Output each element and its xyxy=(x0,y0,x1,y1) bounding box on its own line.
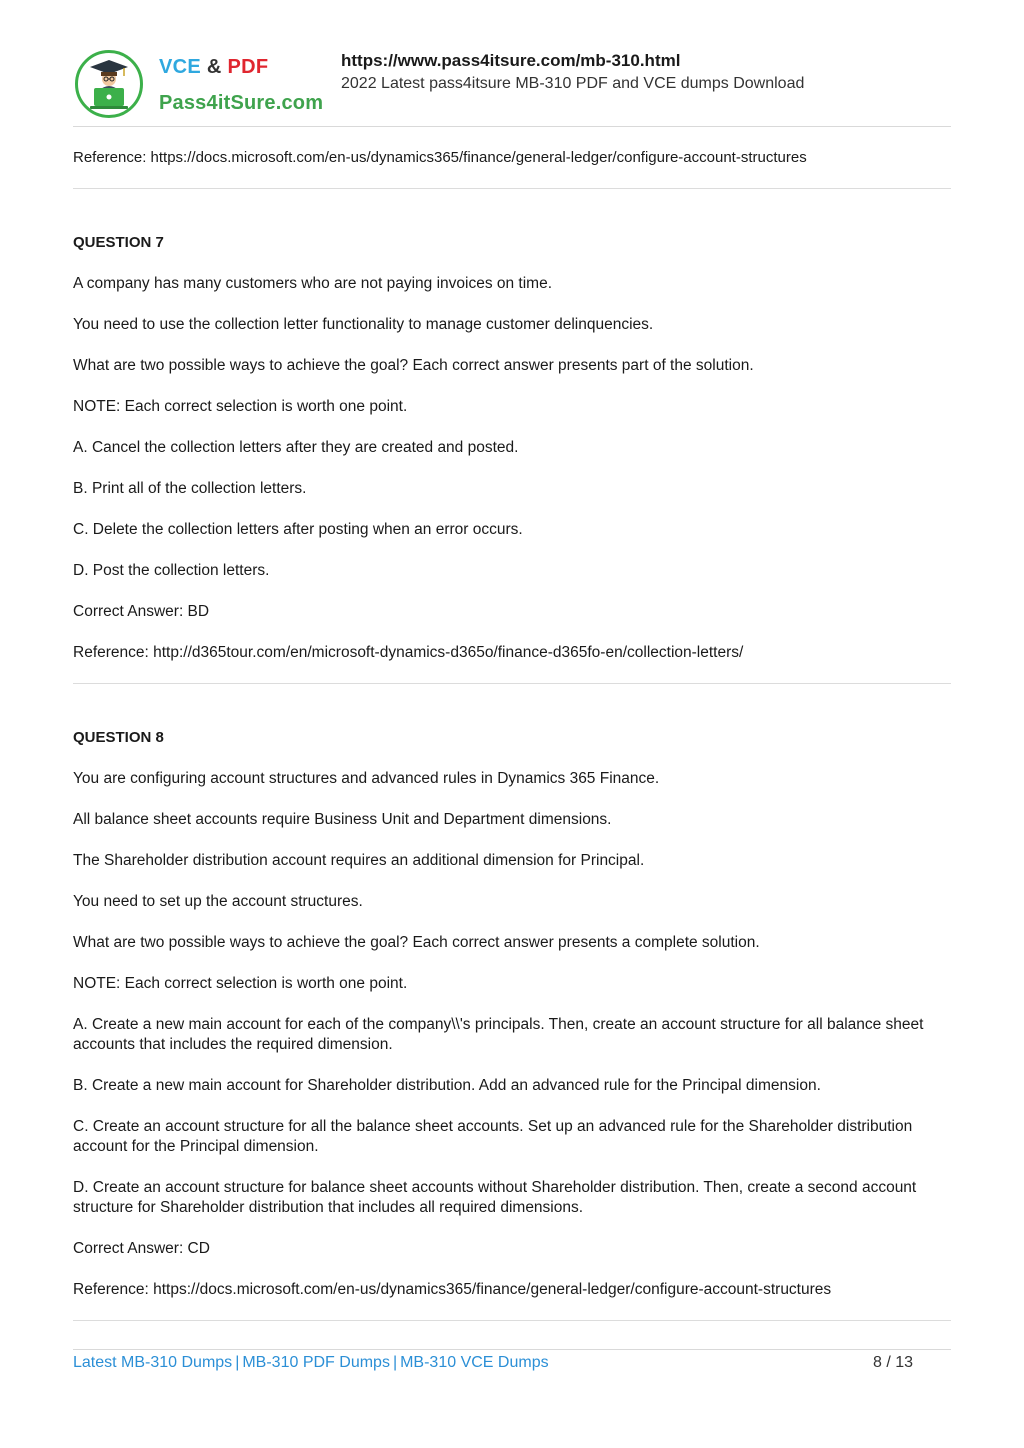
correct-answer: Correct Answer: CD xyxy=(73,1240,210,1257)
logo-title xyxy=(159,56,268,79)
option-c: C. Delete the collection letters after posting when an error occurs. xyxy=(73,521,523,538)
question-text: What are two possible ways to achieve the goal? Each correct answer presents a complete solution. xyxy=(73,934,760,951)
page-header xyxy=(73,44,951,127)
question-text: The Shareholder distribution account requires an additional dimension for Principal. xyxy=(73,852,645,869)
option-d: D. Create an account structure for balance sheet accounts without Shareholder distribution. Then, create a second account structure for Shareholder distribution that includes all required dimensions. xyxy=(73,1179,917,1216)
question-text: You need to set up the account structures. xyxy=(73,893,363,910)
option-b: B. Create a new main account for Shareholder distribution. Add an advanced rule for the Principal dimension. xyxy=(73,1077,821,1094)
logo-brand: Pass4itSure.com xyxy=(159,92,324,114)
reference: Reference: http://d365tour.com/en/microsoft-dynamics-d365o/finance-d365fo-en/collection-letters/ xyxy=(73,644,744,661)
page-number: 8 / 13 xyxy=(872,1354,913,1371)
correct-answer: Correct Answer: BD xyxy=(73,603,210,620)
footer-link-latest-dumps[interactable]: Latest MB-310 Dumps xyxy=(73,1354,233,1371)
question-note: NOTE: Each correct selection is worth one point. xyxy=(73,975,408,992)
page-footer xyxy=(73,1349,951,1372)
footer-separator: | xyxy=(235,1354,240,1371)
logo xyxy=(73,48,324,122)
option-b: B. Print all of the collection letters. xyxy=(73,480,307,497)
question-text: All balance sheet accounts require Business Unit and Department dimensions. xyxy=(73,811,612,828)
question-text: What are two possible ways to achieve the goal? Each correct answer presents part of the solution. xyxy=(73,357,754,374)
option-d: D. Post the collection letters. xyxy=(73,562,270,579)
footer-separator: | xyxy=(392,1354,398,1371)
option-a: A. Create a new main account for each of the company\\'s principals. Then, create an account structure for all balance sheet accounts that includes the required dimension. xyxy=(73,1016,924,1053)
logo-vce: VCE xyxy=(159,56,202,78)
option-c: C. Create an account structure for all the balance sheet accounts. Set up an advanced rule for the Shareholder distribution account for the Principal dimension. xyxy=(73,1118,913,1155)
question-text: A company has many customers who are not paying invoices on time. xyxy=(73,275,553,292)
question-8 xyxy=(73,684,951,1321)
question-7 xyxy=(73,189,951,684)
graduate-laptop-icon xyxy=(75,50,143,118)
header-url[interactable]: https://www.pass4itsure.com/mb-310.html xyxy=(341,51,681,70)
question-title: QUESTION 7 xyxy=(73,234,164,251)
logo-pdf: PDF xyxy=(227,56,269,78)
page-content xyxy=(73,126,951,1321)
footer-link-vce-dumps[interactable]: MB-310 VCE Dumps xyxy=(400,1354,549,1371)
header-subtitle: 2022 Latest pass4itsure MB-310 PDF and VCE dumps Download xyxy=(341,75,805,92)
logo-amp: & xyxy=(206,56,222,78)
previous-question-reference: Reference: https://docs.microsoft.com/en-us/dynamics365/finance/general-ledger/configure-account-structures xyxy=(73,126,951,189)
footer-link-pdf-dumps[interactable]: MB-310 PDF Dumps xyxy=(242,1354,390,1371)
question-text: You are configuring account structures and advanced rules in Dynamics 365 Finance. xyxy=(73,770,660,787)
reference: Reference: https://docs.microsoft.com/en-us/dynamics365/finance/general-ledger/configure-account-structures xyxy=(73,1281,832,1298)
question-note: NOTE: Each correct selection is worth one point. xyxy=(73,398,408,415)
question-title: QUESTION 8 xyxy=(73,729,164,746)
question-text: You need to use the collection letter functionality to manage customer delinquencies. xyxy=(73,316,654,333)
option-a: A. Cancel the collection letters after they are created and posted. xyxy=(73,439,519,456)
